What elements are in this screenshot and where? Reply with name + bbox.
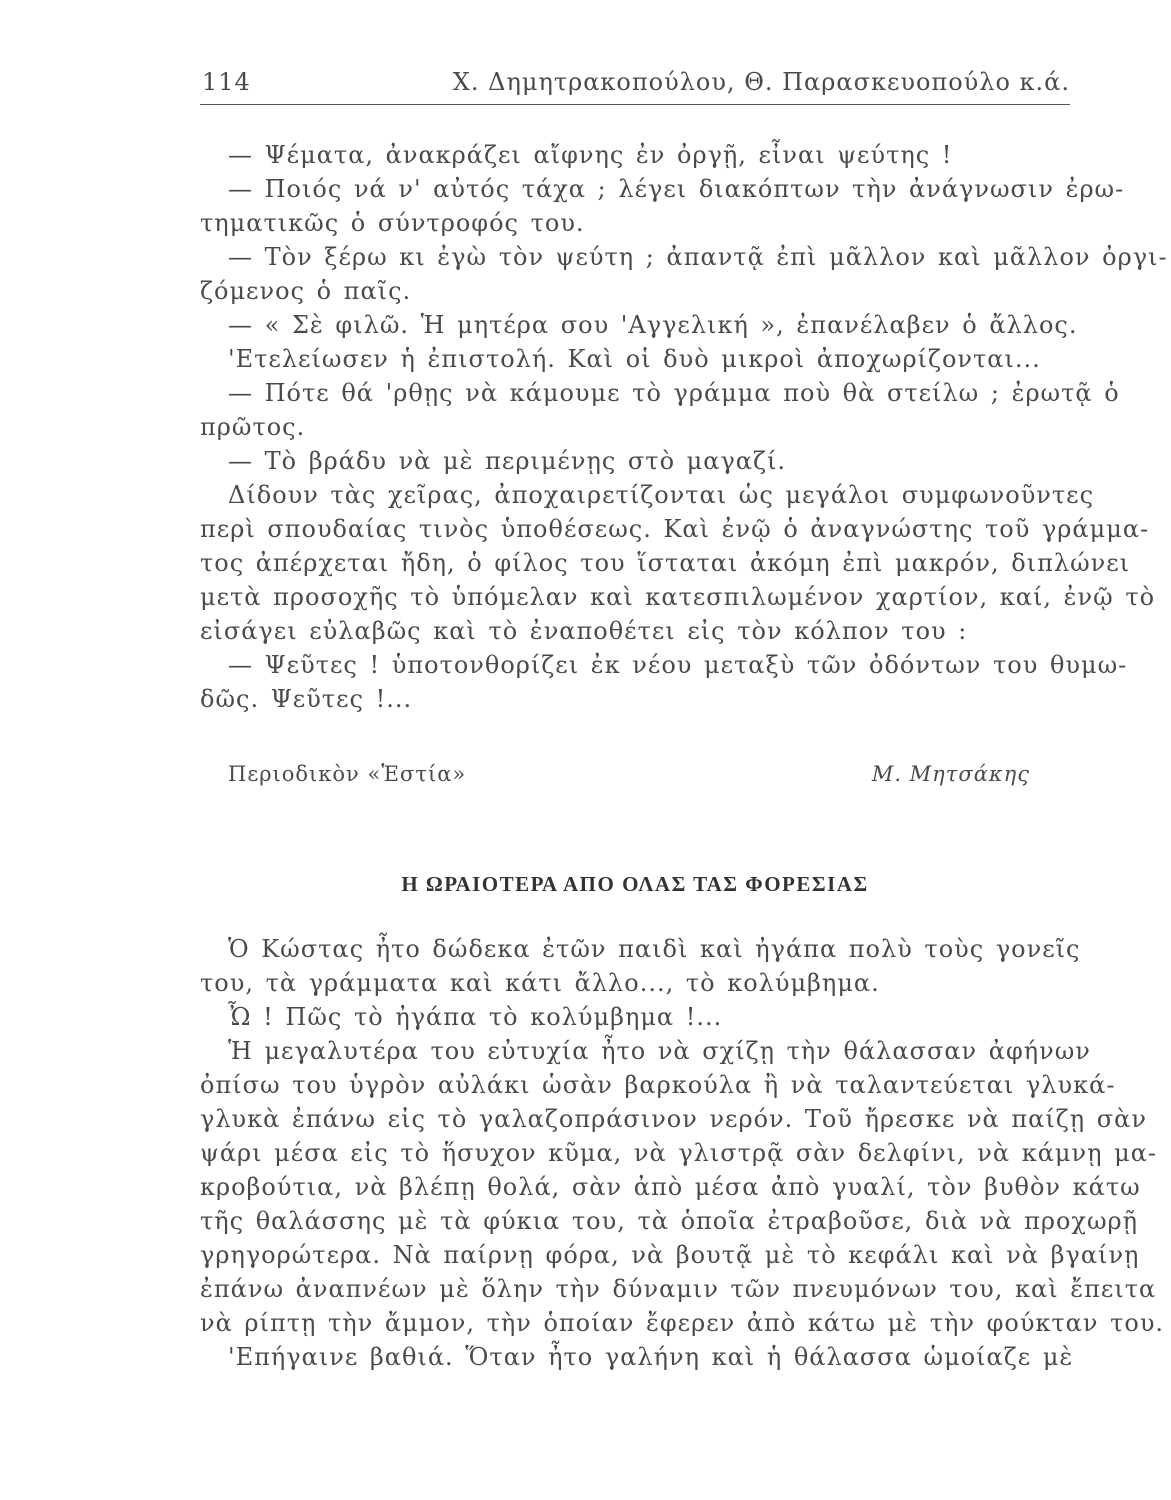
text-line: 'Ετελείωσεν ἡ ἐπιστολή. Καὶ οἱ δυὸ μικροὶ ἀποχωρίζονται...: [228, 345, 1041, 373]
text-line: — « Σὲ φιλῶ. Ἡ μητέρα σου 'Αγγελική », ἐπανέλαβεν ὁ ἄλλος.: [228, 311, 1078, 339]
text-line: τηματικῶς ὁ σύντροφός του.: [200, 209, 585, 237]
text-line: εἰσάγει εὐλαβῶς καὶ τὸ ἐναποθέτει εἰς τὸν κόλπον του :: [200, 617, 968, 645]
text-line: του, τὰ γράμματα καὶ κάτι ἄλλο..., τὸ κολύμβημα.: [200, 969, 880, 997]
text-line: κροβούτια, νὰ βλέπῃ θολά, σὰν ἀπὸ μέσα ἀπὸ γυαλί, τὸν βυθὸν κάτω: [200, 1173, 1141, 1201]
text-line: ψάρι μέσα εἰς τὸ ἥσυχον κῦμα, νὰ γλιστρᾷ σὰν δελφίνι, νὰ κάμνῃ μα-: [200, 1139, 1158, 1167]
text-line: — Πότε θά 'ρθῃς νὰ κάμουμε τὸ γράμμα ποὺ θὰ στείλω ; ἐρωτᾷ ὁ: [228, 379, 1120, 407]
text-line: γλυκὰ ἐπάνω εἰς τὸ γαλαζοπράσινον νερόν. Τοῦ ἤρεσκε νὰ παίζῃ σὰν: [200, 1105, 1147, 1133]
text-line: — Τὸν ξέρω κι ἐγὼ τὸν ψεύτη ; ἀπαντᾷ ἐπὶ μᾶλλον καὶ μᾶλλον ὀργι-: [228, 243, 1168, 271]
story-ending: [200, 138, 1168, 716]
text-line: γρηγορώτερα. Νὰ παίρνῃ φόρα, νὰ βουτᾷ μὲ τὸ κεφάλι καὶ νὰ βγαίνῃ: [200, 1241, 1140, 1269]
text-line: Ὁ Κώστας ἦτο δώδεκα ἐτῶν παιδὶ καὶ ἠγάπα πολὺ τοὺς γονεῖς: [228, 935, 1081, 963]
header-authors: Χ. Δημητρακοπούλου, Θ. Παρασκευοπούλο κ.ά.: [452, 68, 1070, 96]
text-line: ζόμενος ὁ παῖς.: [200, 277, 412, 305]
page-number: 114: [202, 68, 251, 96]
attribution-author: Μ. Μητσάκης: [871, 762, 1030, 786]
text-line: ἐπάνω ἀναπνέων μὲ ὅλην τὴν δύναμιν τῶν πνευμόνων του, καὶ ἔπειτα: [200, 1275, 1157, 1303]
text-line: μετὰ προσοχῆς τὸ ὑπόμελαν καὶ κατεσπιλωμένον χαρτίον, καί, ἐνῷ τὸ: [200, 583, 1156, 611]
text-line: — Ψεῦτες ! ὑποτονθορίζει ἐκ νέου μεταξὺ τῶν ὀδόντων του θυμω-: [228, 651, 1128, 679]
text-line: τος ἀπέρχεται ἤδη, ὁ φίλος του ἵσταται ἀκόμη ἐπὶ μακρόν, διπλώνει: [200, 549, 1131, 577]
new-story-body: [200, 932, 1165, 1374]
section-title: Η ΩΡΑΙΟΤΕΡΑ ΑΠΟ ΟΛΑΣ ΤΑΣ ΦΟΡΕΣΙΑΣ: [401, 872, 869, 896]
text-line: δῶς. Ψεῦτες !...: [200, 685, 413, 713]
text-line: — Τὸ βράδυ νὰ μὲ περιμένῃς στὸ μαγαζί.: [228, 447, 787, 475]
attribution-source: Περιοδικὸν «Ἑστία»: [228, 762, 467, 786]
text-line: 'Επήγαινε βαθιά. Ὅταν ἦτο γαλήνη καὶ ἡ θάλασσα ὡμοίαζε μὲ: [228, 1343, 1074, 1371]
text-line: περὶ σπουδαίας τινὸς ὑποθέσεως. Καὶ ἐνῷ ὁ ἀναγνώστης τοῦ γράμμα-: [200, 515, 1150, 543]
text-line: πρῶτος.: [200, 413, 306, 441]
text-line: ὀπίσω του ὑγρὸν αὐλάκι ὡσὰν βαρκούλα ἢ νὰ ταλαντεύεται γλυκά-: [200, 1071, 1116, 1099]
text-line: Ὦ ! Πῶς τὸ ἠγάπα τὸ κολύμβημα !...: [228, 1003, 723, 1031]
text-line: τῆς θαλάσσης μὲ τὰ φύκια του, τὰ ὁποῖα ἐτραβοῦσε, διὰ νὰ προχωρῇ: [200, 1207, 1138, 1235]
text-line: Ἡ μεγαλυτέρα του εὐτυχία ἦτο νὰ σχίζῃ τὴν θάλασσαν ἀφήνων: [228, 1037, 1091, 1065]
attribution: [200, 756, 1070, 792]
text-line: — Ποιός νά ν' αὐτός τάχα ; λέγει διακόπτων τὴν ἀνάγνωσιν ἐρω-: [228, 175, 1125, 203]
text-line: Δίδουν τὰς χεῖρας, ἀποχαιρετίζονται ὡς μεγάλοι συμφωνοῦντες: [228, 481, 1095, 509]
text-line: — Ψέματα, ἀνακράζει αἴφνης ἐν ὀργῇ, εἶναι ψεύτης !: [228, 141, 953, 169]
running-header: [200, 64, 1070, 105]
text-line: νὰ ρίπτῃ τὴν ἄμμον, τὴν ὁποίαν ἔφερεν ἀπὸ κάτω μὲ τὴν φούκταν του.: [200, 1309, 1165, 1337]
